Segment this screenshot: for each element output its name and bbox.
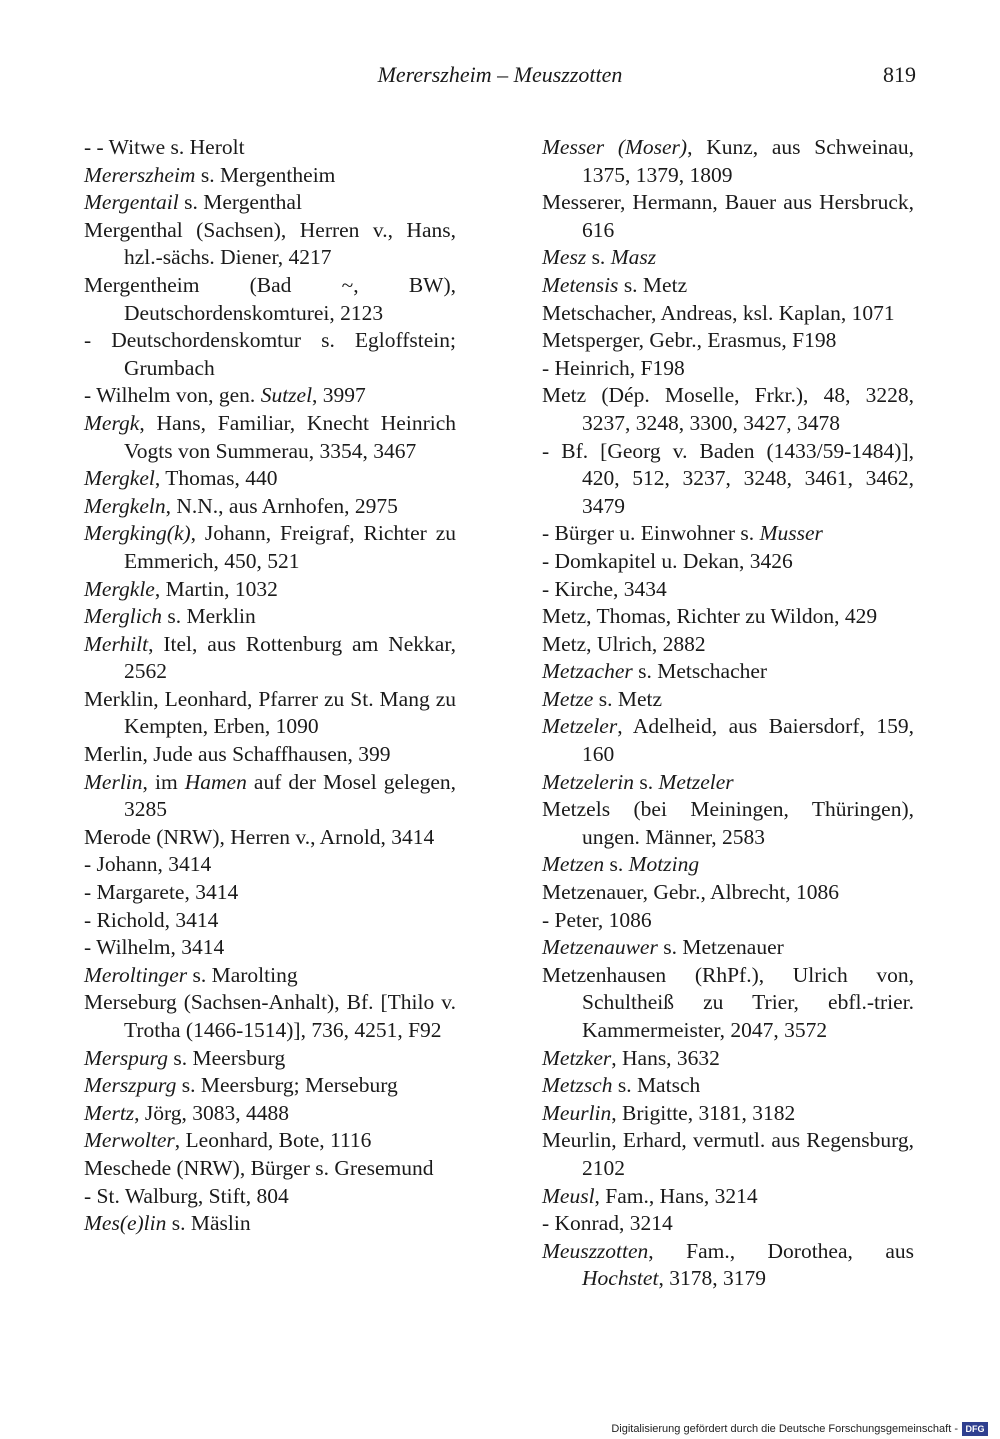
index-entry [542, 686, 914, 714]
index-entry-text: s. [633, 769, 659, 794]
dfg-logo: DFG [962, 1422, 988, 1436]
index-entry [84, 1183, 456, 1211]
index-entry-text: s. [586, 245, 611, 270]
index-entry-italic-text: Mererszheim [84, 162, 196, 187]
index-entry-italic-text: Metzen [542, 852, 605, 877]
index-entry [542, 1100, 914, 1128]
index-entry-italic-text: Motzing [628, 852, 700, 877]
index-entry [84, 272, 456, 327]
index-entry-text: s. Metz [593, 686, 663, 711]
index-entry-text: Merklin, Leonhard, Pfarrer zu St. Mang zu Kempten, Erben, 1090 [84, 686, 456, 739]
index-entry-italic-text: Mergentail [84, 190, 179, 215]
index-entry [542, 879, 914, 907]
index-entry-text: Metz, Ulrich, 2882 [542, 631, 706, 656]
index-entry-italic-text: Masz [610, 245, 657, 270]
index-entry-italic-text: Mergkeln [84, 493, 166, 518]
index-entry-italic-text: Metzelerin [542, 769, 634, 794]
index-entry [542, 355, 914, 383]
index-entry-text: , Fam., Dorothea, aus [648, 1238, 914, 1263]
index-entry-text: , Itel, aus Rottenburg am Nekkar, 2562 [124, 631, 456, 684]
index-entry-italic-text: Metensis [542, 272, 619, 297]
index-entry [542, 713, 914, 768]
index-entry-italic-text: Mergking(k) [84, 521, 191, 546]
index-entry-italic-text: Metzeler [542, 714, 618, 739]
index-entry [542, 1127, 914, 1182]
index-entry-text: s. Matsch [612, 1073, 701, 1098]
index-entry-text: s. Mergenthal [178, 190, 302, 215]
index-entry [84, 134, 456, 162]
index-entry [84, 410, 456, 465]
index-entry [84, 162, 456, 190]
index-entry-italic-text: Metzacher [542, 659, 633, 684]
index-entry [84, 1127, 456, 1155]
index-entry-italic-text: Meroltinger [84, 962, 188, 987]
index-entry [542, 382, 914, 437]
index-entry-text: - Margarete, 3414 [84, 880, 239, 905]
index-entry-italic-text: Sutzel [260, 383, 313, 408]
index-entry-text: Meurlin, Erhard, vermutl. aus Regensburg, 2102 [542, 1128, 914, 1180]
index-entry-italic-text: Metzeler [658, 769, 734, 794]
index-entry-italic-text: Merlin [84, 769, 143, 794]
index-entry-italic-text: Meusl [542, 1183, 595, 1208]
index-entry-text: auf der Mosel gelegen, 3285 [124, 769, 456, 822]
index-entry [542, 520, 914, 548]
index-entry-text: - Domkapitel u. Dekan, 3426 [542, 548, 793, 573]
index-entry [84, 189, 456, 217]
index-entry-text: - St. Walburg, Stift, 804 [84, 1183, 289, 1208]
index-entry [84, 1210, 456, 1238]
index-entry [542, 631, 914, 659]
index-entry-text: - Bf. [Georg v. Baden (1433/59-1484)], 420, 512, 3237, 3248, 3461, 3462, 3479 [542, 438, 914, 518]
index-entry [542, 438, 914, 521]
index-entry [542, 244, 914, 272]
index-entry-text: Metzels (bei Meiningen, Thüringen), ungen. Männer, 2583 [542, 797, 914, 849]
index-entry [84, 465, 456, 493]
index-entry-text: - Wilhelm, 3414 [84, 935, 225, 960]
index-entry-text: s. Mäslin [166, 1211, 251, 1236]
index-entry-text: - Bürger u. Einwohner s. [542, 521, 760, 546]
index-entry-text: , Johann, Freigraf, Richter zu Emmerich, 450, 521 [124, 521, 456, 573]
index-entry-text: s. Metz [618, 272, 688, 297]
index-entry [84, 382, 456, 410]
index-entry-text: Merlin, Jude aus Schaffhausen, 399 [84, 742, 391, 767]
index-entry [84, 851, 456, 879]
index-column-left [84, 134, 456, 1238]
index-entry-text: - Kirche, 3434 [542, 576, 667, 601]
index-entry [542, 189, 914, 244]
index-entry-italic-text: Meuszzotten [542, 1238, 649, 1263]
index-entry-italic-text: Musser [759, 521, 823, 546]
index-entry-italic-text: Hochstet [582, 1266, 659, 1291]
index-entry-text: Metsperger, Gebr., Erasmus, F198 [542, 328, 837, 353]
index-entry [542, 1072, 914, 1100]
index-entry [542, 934, 914, 962]
index-entry [84, 576, 456, 604]
index-entry [84, 934, 456, 962]
index-entry-italic-text: Merwolter [84, 1128, 175, 1153]
index-entry-text: , Hans, 3632 [611, 1045, 720, 1070]
index-entry-text: Merode (NRW), Herren v., Arnold, 3414 [84, 824, 435, 849]
index-entry-text: s. Mergentheim [195, 162, 336, 187]
index-entry-text: , Martin, 1032 [154, 576, 278, 601]
index-entry-text: s. Merklin [162, 604, 256, 629]
index-entry [84, 879, 456, 907]
index-entry-italic-text: Merszpurg [84, 1073, 177, 1098]
index-entry-text: Metschacher, Andreas, ksl. Kaplan, 1071 [542, 300, 895, 325]
index-entry-italic-text: Merglich [84, 604, 163, 629]
index-entry [84, 631, 456, 686]
index-entry [542, 272, 914, 300]
index-entry-italic-text: Metzker [542, 1045, 612, 1070]
index-entry-italic-text: Metze [542, 686, 594, 711]
index-entry-text: Mergentheim (Bad ~, BW), Deutschordenskomturei, 2123 [84, 272, 456, 325]
index-entry-text: - Peter, 1086 [542, 907, 652, 932]
index-entry-text: , Kunz, aus Schweinau, 1375, 1379, 1809 [582, 135, 914, 187]
index-entry-text: s. [604, 852, 629, 877]
index-entry [542, 851, 914, 879]
index-entry-italic-text: Mesz [542, 245, 587, 270]
index-entry [84, 741, 456, 769]
index-entry-text: , Fam., Hans, 3214 [594, 1183, 758, 1208]
index-entry-text: s. Metschacher [632, 659, 768, 684]
index-entry-text: Metzenhausen (RhPf.), Ulrich von, Schultheiß zu Trier, ebfl.-trier. Kammermeister, 2047, 3572 [542, 962, 914, 1042]
index-entry [542, 134, 914, 189]
index-entry-text: , Thomas, 440 [154, 466, 278, 491]
index-entry-text: Metzenauer, Gebr., Albrecht, 1086 [542, 880, 840, 905]
index-entry-text: s. Marolting [187, 962, 298, 987]
index-entry-text: , 3178, 3179 [658, 1266, 766, 1291]
index-entry-text: Messerer, Hermann, Bauer aus Hersbruck, 616 [542, 190, 914, 242]
index-column-right [542, 134, 914, 1293]
index-entry [84, 520, 456, 575]
index-entry [84, 603, 456, 631]
index-entry-italic-text: Mes(e)lin [84, 1211, 167, 1236]
index-entry [84, 1100, 456, 1128]
index-entry [84, 686, 456, 741]
index-entry-text: Metz, Thomas, Richter zu Wildon, 429 [542, 604, 878, 629]
index-entry [542, 603, 914, 631]
index-entry [542, 769, 914, 797]
index-entry [542, 300, 914, 328]
index-entry-text: - Johann, 3414 [84, 852, 212, 877]
index-entry [84, 824, 456, 852]
index-entry-text: - - Witwe s. Herolt [84, 135, 245, 159]
index-entry-text: Metz (Dép. Moselle, Frkr.), 48, 3228, 3237, 3248, 3300, 3427, 3478 [542, 383, 914, 435]
index-entry-italic-text: Merhilt [84, 631, 149, 656]
index-entry [542, 327, 914, 355]
index-entry-italic-text: Meurlin [542, 1100, 612, 1125]
index-entry-text: , Brigitte, 3181, 3182 [611, 1100, 796, 1125]
index-entry-italic-text: Messer (Moser) [542, 135, 688, 159]
index-entry-text: - Konrad, 3214 [542, 1211, 673, 1236]
index-entry-text: Merseburg (Sachsen-Anhalt), Bf. [Thilo v. Trotha (1466-1514)], 736, 4251, F92 [84, 990, 456, 1042]
index-entry [542, 1183, 914, 1211]
index-entry-italic-text: Mergkle [84, 576, 155, 601]
index-entry [542, 796, 914, 851]
index-entry-text: , im [142, 769, 185, 794]
index-entry [542, 962, 914, 1045]
index-entry-italic-text: Mergkel [84, 466, 155, 491]
index-entry-italic-text: Mergk [84, 410, 140, 435]
index-entry [542, 576, 914, 604]
index-entry [84, 989, 456, 1044]
index-entry-text: , Leonhard, Bote, 1116 [174, 1128, 372, 1153]
index-entry-text: Meschede (NRW), Bürger s. Gresemund [84, 1155, 434, 1180]
index-entry-text: - Wilhelm von, gen. [84, 383, 261, 408]
index-entry-italic-text: Metzsch [542, 1073, 613, 1098]
index-entry-text: , N.N., aus Arnhofen, 2975 [165, 493, 398, 518]
index-entry [542, 907, 914, 935]
index-entry [542, 658, 914, 686]
index-entry-italic-text: Mertz [84, 1100, 135, 1125]
index-entry-italic-text: Hamen [184, 769, 247, 794]
index-entry [84, 217, 456, 272]
index-entry-text: , Adelheid, aus Baiersdorf, 159, 160 [582, 714, 914, 767]
index-entry-italic-text: Metzenauwer [542, 935, 658, 960]
index-entry-text: - Deutschordenskomtur s. Egloffstein; Grumbach [84, 328, 456, 380]
page-header-title: Mererszheim – Meuszzotten [377, 62, 623, 87]
index-entry [84, 1155, 456, 1183]
index-entry-text: , Hans, Familiar, Knecht Heinrich Vogts von Summerau, 3354, 3467 [124, 410, 456, 463]
index-entry [542, 1045, 914, 1073]
index-entry-italic-text: Merspurg [84, 1045, 169, 1070]
index-entry-text: - Richold, 3414 [84, 907, 219, 932]
index-entry-text: - Heinrich, F198 [542, 355, 685, 380]
index-entry [84, 962, 456, 990]
page-number: 819 [883, 62, 916, 87]
index-entry [84, 327, 456, 382]
index-entry [84, 1072, 456, 1100]
index-entry-text: , Jörg, 3083, 4488 [134, 1100, 290, 1125]
index-entry [84, 1045, 456, 1073]
index-entry [542, 1238, 914, 1293]
index-entry [542, 548, 914, 576]
index-entry [84, 769, 456, 824]
index-entry-text: , 3997 [312, 383, 366, 408]
index-entry [84, 493, 456, 521]
index-entry-text: s. Metzenauer [657, 935, 784, 960]
index-entry-text: Mergenthal (Sachsen), Herren v., Hans, hzl.-sächs. Diener, 4217 [84, 217, 456, 270]
index-entry [84, 907, 456, 935]
index-entry [542, 1210, 914, 1238]
funding-note: Digitalisierung gefördert durch die Deutsche Forschungsgemeinschaft - [611, 1423, 958, 1435]
index-entry-text: s. Meersburg; Merseburg [176, 1073, 398, 1098]
index-entry-text: s. Meersburg [168, 1045, 286, 1070]
